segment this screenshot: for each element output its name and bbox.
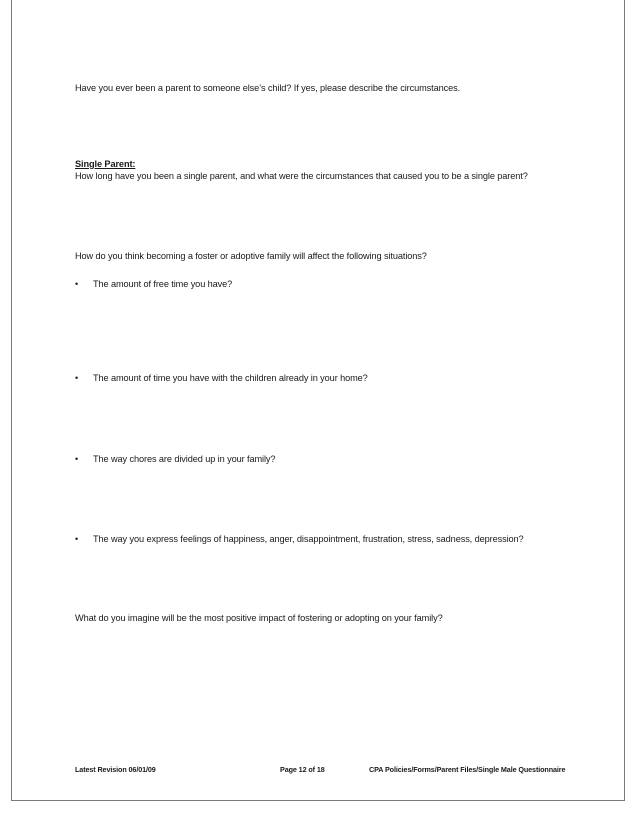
bullet-icon: • [75,279,79,289]
single-parent-heading: Single Parent: [75,159,136,169]
page-border [11,0,625,801]
question-parent-other-child: Have you ever been a parent to someone else’s child? If yes, please describe the circumstances. [75,83,461,93]
list-item [75,278,232,290]
list-item [75,533,524,545]
bullet-text: The way chores are divided up in your family? [93,454,276,464]
bullet-icon: • [75,534,79,544]
bullet-text: The amount of time you have with the children already in your home? [93,373,368,383]
footer-revision: Latest Revision 06/01/09 [75,765,156,774]
list-item [75,453,275,465]
bullet-icon: • [75,373,79,383]
footer-page-number: Page 12 of 18 [280,765,325,774]
list-item [75,372,368,384]
question-single-parent: How long have you been a single parent, and what were the circumstances that caused you to be a single parent? [75,171,528,181]
bullet-icon: • [75,454,79,464]
footer-file-path: CPA Policies/Forms/Parent Files/Single Male Questionnaire [369,765,566,774]
bullet-text: The amount of free time you have? [93,279,233,289]
question-positive-impact: What do you imagine will be the most positive impact of fostering or adopting on your family? [75,613,443,623]
bullet-text: The way you express feelings of happiness, anger, disappointment, frustration, stress, sadness, depression? [93,534,524,544]
question-affect-intro: How do you think becoming a foster or adoptive family will affect the following situations? [75,251,427,261]
